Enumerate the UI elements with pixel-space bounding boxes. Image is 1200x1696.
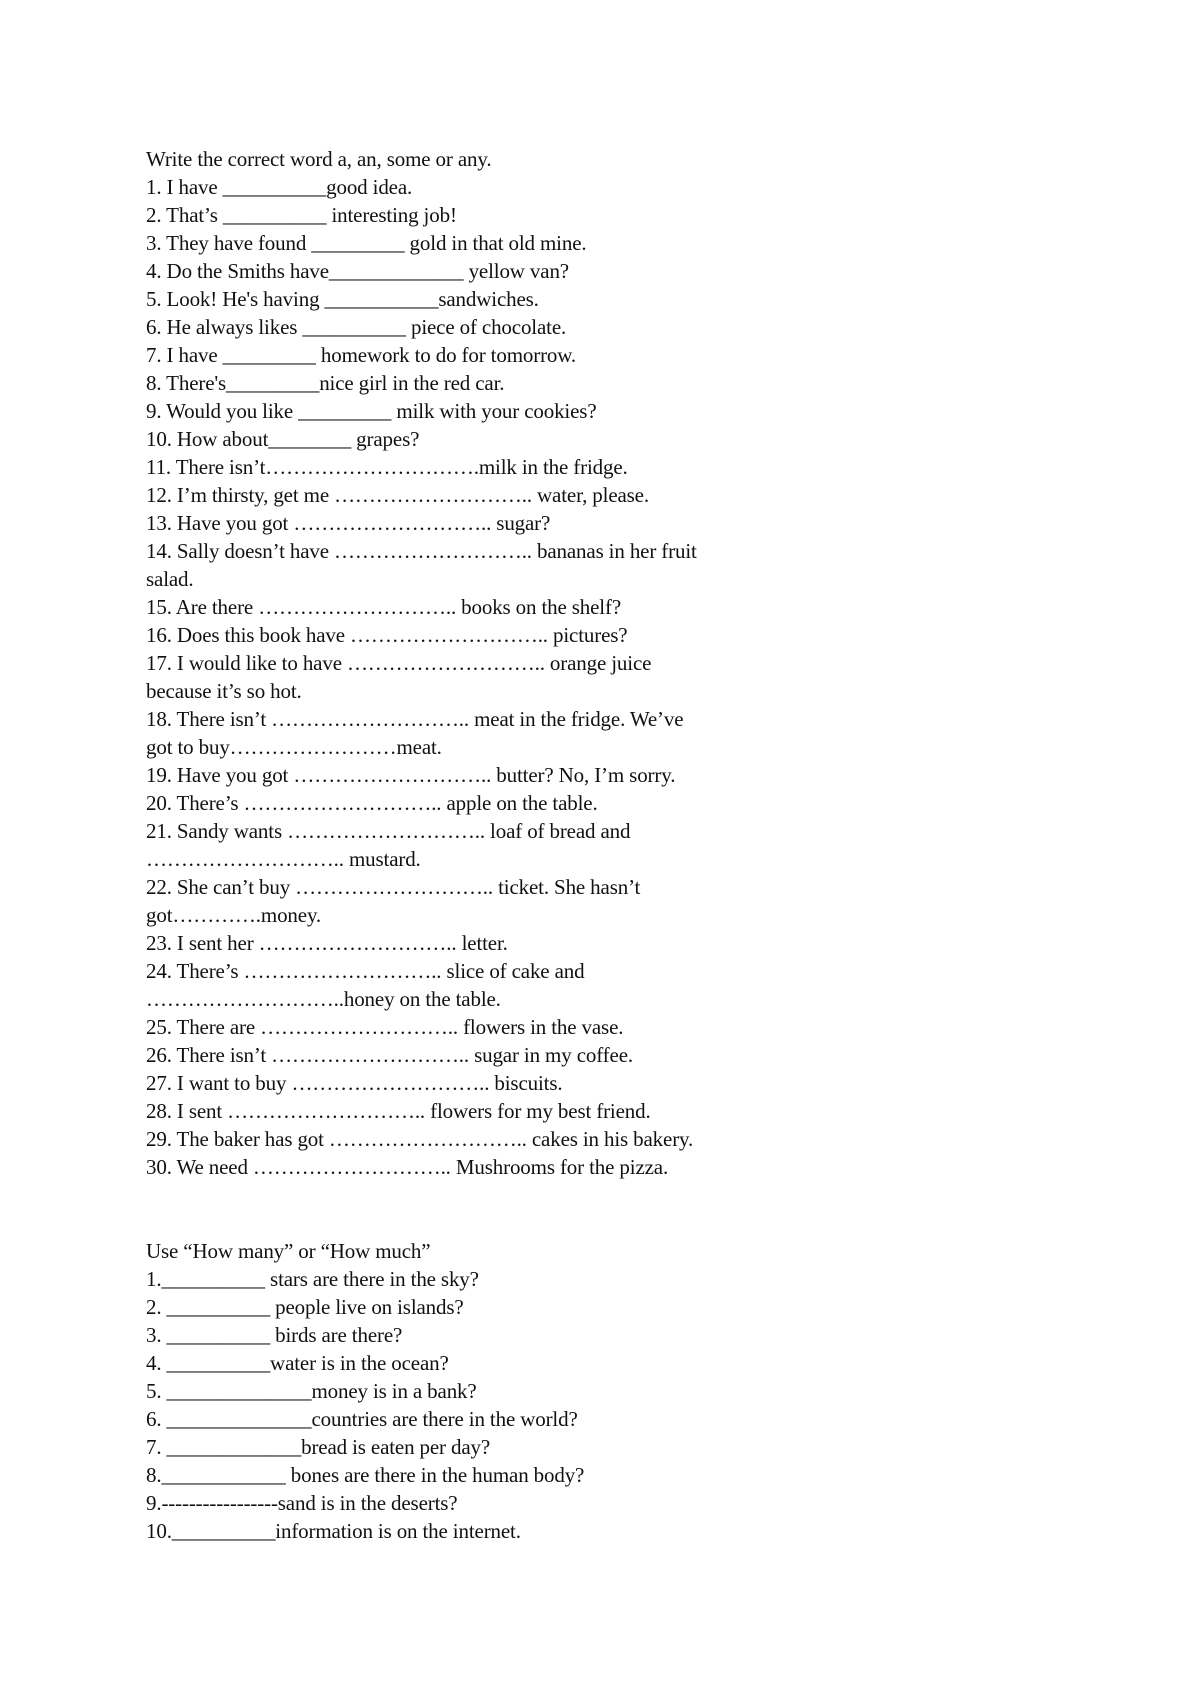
exercise-line: 30. We need ……………………….. Mushrooms for the pizza. (146, 1155, 669, 1179)
exercise-line: ………………………..honey on the table. (146, 987, 501, 1011)
exercise-line: 27. I want to buy ……………………….. biscuits. (146, 1071, 563, 1095)
exercise-line: 7. I have _________ homework to do for tomorrow. (146, 343, 577, 367)
exercise-line: 10. How about________ grapes? (146, 427, 420, 451)
exercise-articles-list (146, 173, 806, 1181)
exercise-line: 22. She can’t buy ……………………….. ticket. She hasn’t (146, 875, 641, 899)
exercise-line: salad. (146, 567, 194, 591)
exercise-line: 9.-----------------sand is in the deserts? (146, 1491, 458, 1515)
exercise-line: 6. He always likes __________ piece of chocolate. (146, 315, 567, 339)
exercise-line: 28. I sent ……………………….. flowers for my best friend. (146, 1099, 651, 1123)
exercise-how-many-much-title: Use “How many” or “How much” (146, 1239, 431, 1263)
exercise-line: 26. There isn’t ……………………….. sugar in my coffee. (146, 1043, 633, 1067)
exercise-line: 4. Do the Smiths have_____________ yellow van? (146, 259, 569, 283)
exercise-line: 6. ______________countries are there in the world? (146, 1407, 578, 1431)
exercise-line: 4. __________water is in the ocean? (146, 1351, 449, 1375)
exercise-how-many-much (146, 1237, 806, 1545)
worksheet-page (146, 145, 806, 1545)
exercise-line: 21. Sandy wants ……………………….. loaf of bread and (146, 819, 631, 843)
exercise-line: 5. ______________money is in a bank? (146, 1379, 477, 1403)
exercise-line: 24. There’s ……………………….. slice of cake and (146, 959, 585, 983)
exercise-line: because it’s so hot. (146, 679, 302, 703)
exercise-line: 18. There isn’t ……………………….. meat in the fridge. We’ve (146, 707, 684, 731)
exercise-line: got………….money. (146, 903, 322, 927)
exercise-line: 20. There’s ……………………….. apple on the table. (146, 791, 598, 815)
exercise-line: 11. There isn’t………………………….milk in the fridge. (146, 455, 628, 479)
exercise-line: 10.__________information is on the internet. (146, 1519, 521, 1543)
exercise-line: 17. I would like to have ……………………….. orange juice (146, 651, 652, 675)
exercise-line: ……………………….. mustard. (146, 847, 421, 871)
exercise-line: 5. Look! He's having ___________sandwiches. (146, 287, 539, 311)
exercise-line: 9. Would you like _________ milk with your cookies? (146, 399, 597, 423)
exercise-articles (146, 145, 806, 1181)
exercise-line: got to buy……………………meat. (146, 735, 442, 759)
exercise-line: 8. There's_________nice girl in the red car. (146, 371, 505, 395)
exercise-line: 2. __________ people live on islands? (146, 1295, 464, 1319)
exercise-line: 8.____________ bones are there in the human body? (146, 1463, 585, 1487)
exercise-line: 1. I have __________good idea. (146, 175, 413, 199)
exercise-line: 7. _____________bread is eaten per day? (146, 1435, 491, 1459)
exercise-line: 23. I sent her ……………………….. letter. (146, 931, 508, 955)
exercise-line: 29. The baker has got ……………………….. cakes in his bakery. (146, 1127, 694, 1151)
exercise-line: 13. Have you got ……………………….. sugar? (146, 511, 551, 535)
exercise-line: 1.__________ stars are there in the sky? (146, 1267, 479, 1291)
exercise-line: 25. There are ……………………….. flowers in the vase. (146, 1015, 624, 1039)
exercise-articles-title: Write the correct word a, an, some or any. (146, 147, 492, 171)
exercise-how-many-much-list (146, 1265, 806, 1545)
exercise-line: 15. Are there ……………………….. books on the shelf? (146, 595, 622, 619)
exercise-line: 3. __________ birds are there? (146, 1323, 403, 1347)
exercise-line: 16. Does this book have ……………………….. pictures? (146, 623, 628, 647)
exercise-line: 19. Have you got ……………………….. butter? No, I’m sorry. (146, 763, 676, 787)
exercise-line: 14. Sally doesn’t have ……………………….. bananas in her fruit (146, 539, 697, 563)
exercise-line: 3. They have found _________ gold in that old mine. (146, 231, 587, 255)
exercise-line: 12. I’m thirsty, get me ……………………….. water, please. (146, 483, 649, 507)
exercise-line: 2. That’s __________ interesting job! (146, 203, 457, 227)
